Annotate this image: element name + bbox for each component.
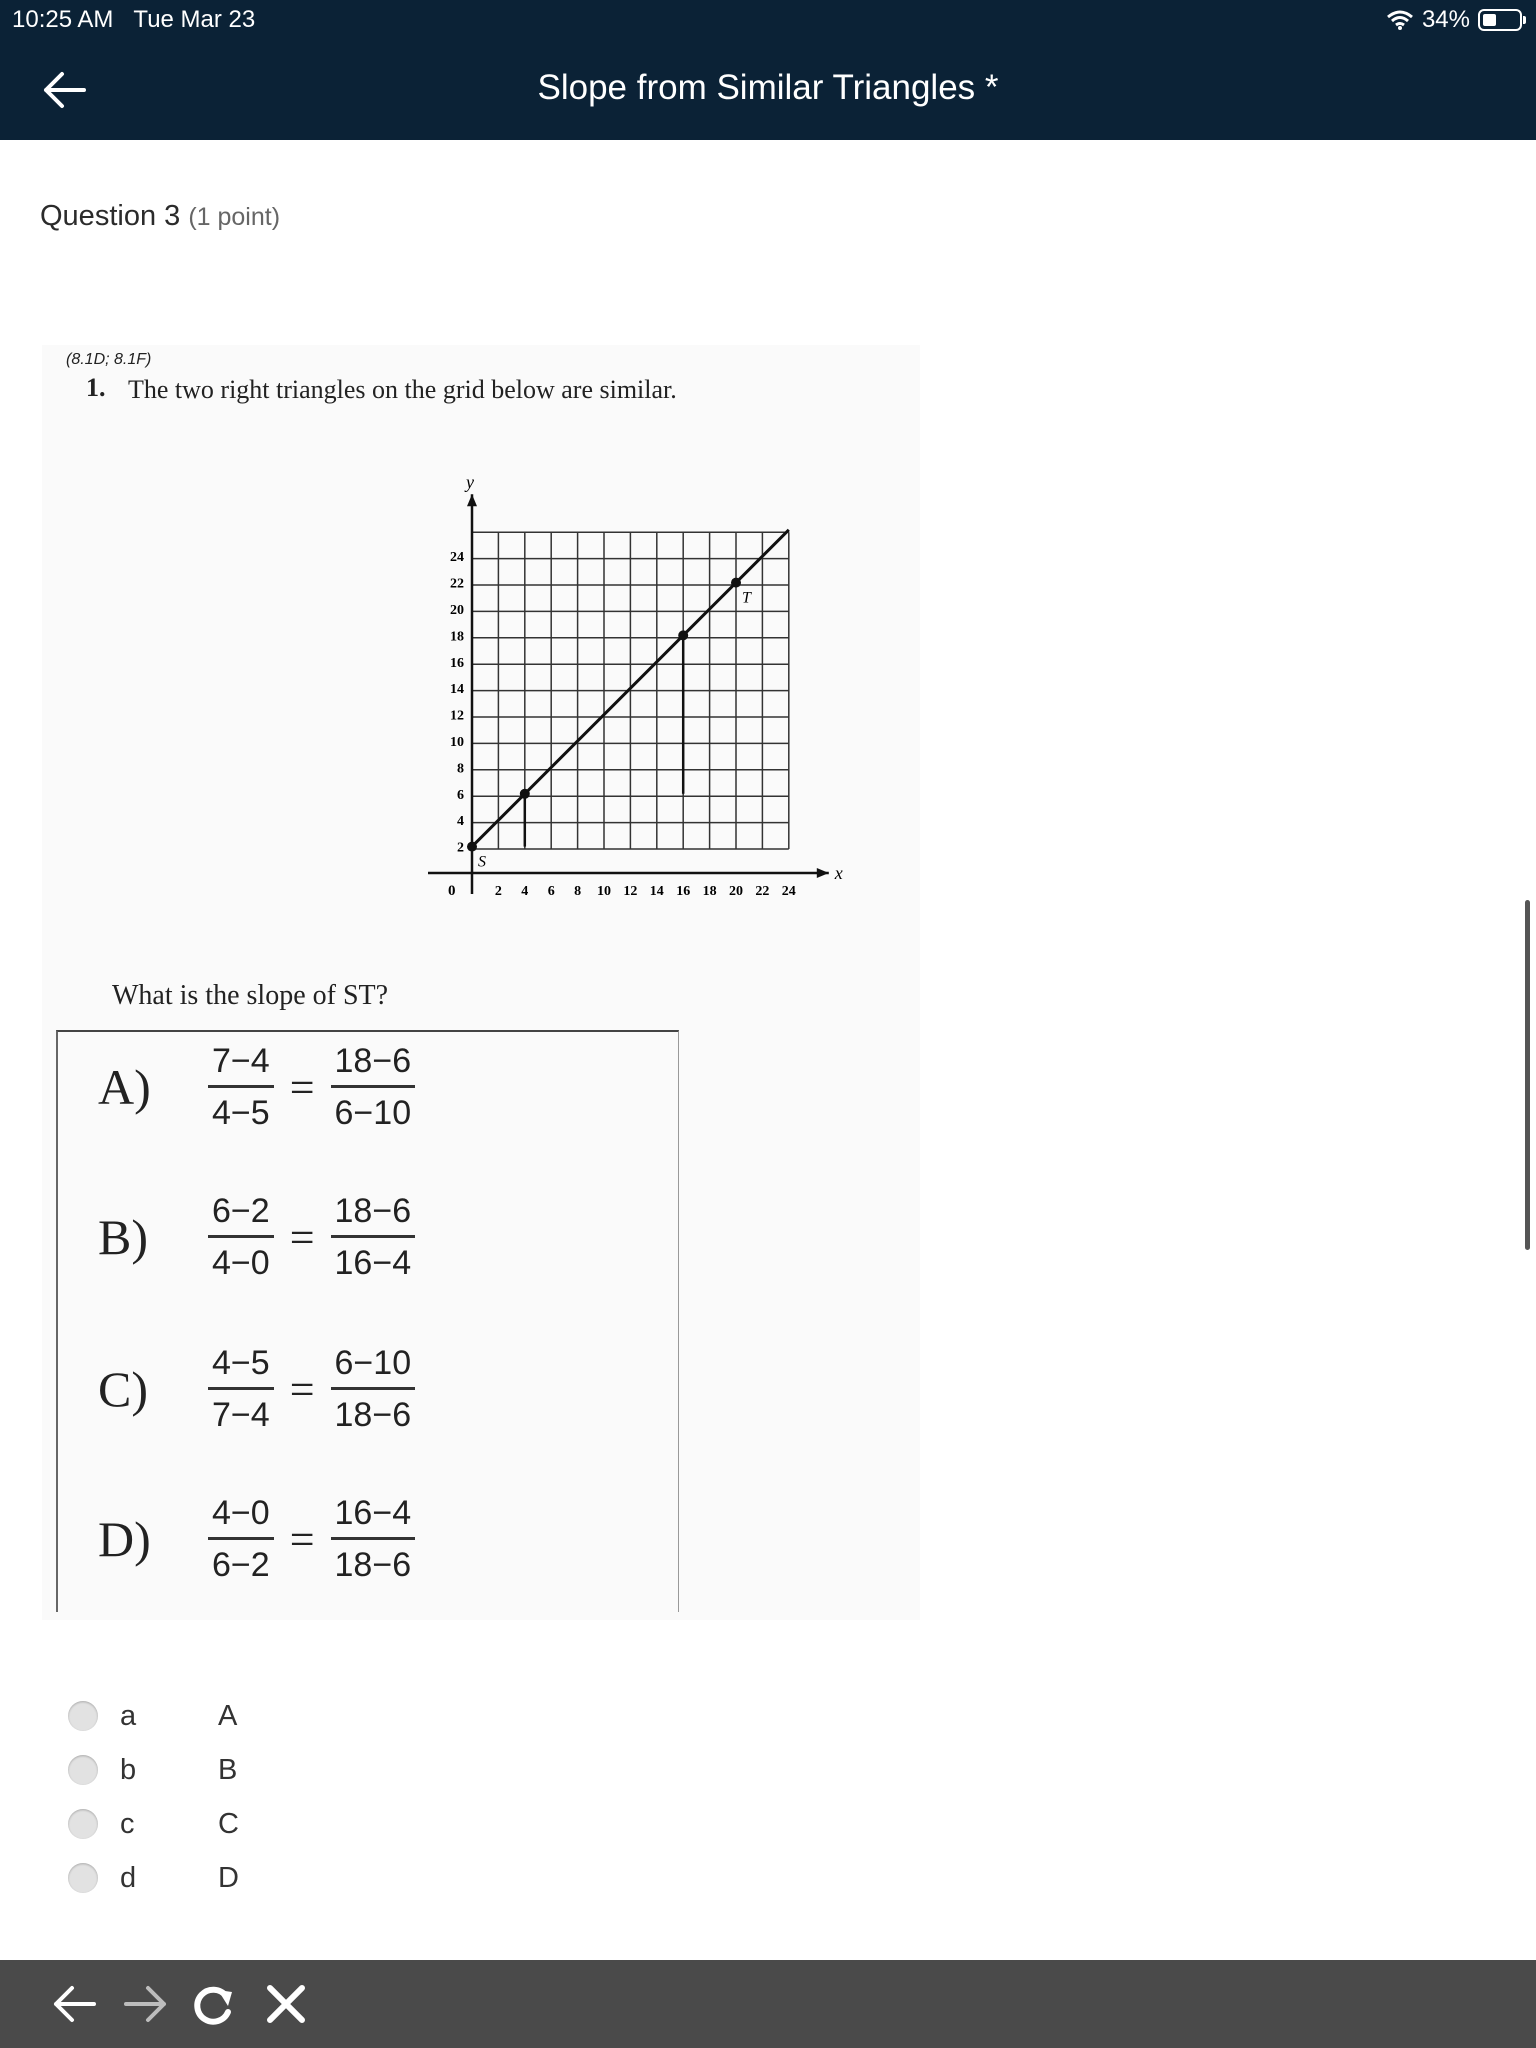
graph-point <box>467 842 477 852</box>
x-axis-arrow <box>817 868 829 878</box>
close-icon[interactable] <box>258 1976 314 2032</box>
y-axis-arrow <box>467 494 477 506</box>
x-tick-label: 16 <box>676 884 691 895</box>
fraction-left: $\frac{4-5}{7-4}$ <box>208 1344 274 1435</box>
choice-letter: A) <box>98 1059 151 1115</box>
y-tick-label: 2 <box>457 840 464 856</box>
equals-sign: = <box>289 1212 315 1262</box>
battery-icon <box>1478 9 1522 31</box>
choice-letter: C) <box>98 1361 148 1417</box>
fraction-right: $\frac{6-10}{18-6}$ <box>331 1344 416 1435</box>
option-key: d <box>120 1861 137 1894</box>
radio-button[interactable] <box>68 1809 98 1839</box>
option-key: b <box>120 1753 137 1786</box>
y-axis-label: y <box>466 475 474 493</box>
x-tick-label: 6 <box>547 884 555 895</box>
equals-sign: = <box>289 1514 315 1564</box>
wifi-icon <box>1386 9 1414 31</box>
radio-button[interactable] <box>68 1755 98 1785</box>
answer-option-d[interactable] <box>68 1856 239 1900</box>
top-bar <box>0 0 1536 140</box>
y-tick-label: 12 <box>450 708 464 724</box>
fraction-left: $\frac{7-4}{4-5}$ <box>208 1042 274 1133</box>
x-tick-label: 2 <box>494 884 502 895</box>
x-tick-label: 12 <box>623 884 638 895</box>
browser-bottom-bar <box>0 1960 1536 2048</box>
fraction-left: $\frac{4-0}{6-2}$ <box>208 1494 274 1585</box>
answer-option-b[interactable] <box>68 1748 238 1792</box>
choice-letter: D) <box>98 1511 151 1567</box>
radio-button[interactable] <box>68 1863 98 1893</box>
browser-forward-icon[interactable] <box>118 1976 174 2032</box>
browser-back-icon[interactable] <box>46 1976 102 2032</box>
equals-sign: = <box>289 1364 315 1414</box>
graph-point <box>678 630 688 640</box>
fraction-right: $\frac{18-6}{16-4}$ <box>331 1192 416 1283</box>
option-text: A <box>218 1699 238 1732</box>
question-label: Question 3 <box>40 200 181 232</box>
y-tick-label: 20 <box>450 603 464 618</box>
choice-letter: B) <box>98 1209 148 1265</box>
option-key: a <box>120 1699 137 1732</box>
status-indicators <box>1386 6 1522 34</box>
option-text: B <box>218 1753 238 1786</box>
choice-b <box>98 1192 415 1282</box>
origin-label: 0 <box>448 883 456 895</box>
option-text: D <box>218 1861 239 1894</box>
answer-option-a[interactable] <box>68 1694 238 1738</box>
radio-button[interactable] <box>68 1701 98 1731</box>
point-t-label: T <box>742 589 751 607</box>
y-tick-label: 22 <box>450 576 464 592</box>
y-tick-label: 6 <box>457 787 464 803</box>
x-tick-label: 22 <box>755 884 770 895</box>
option-key: c <box>120 1807 135 1840</box>
question-image <box>42 345 920 1620</box>
slope-question: What is the slope of ST? <box>112 980 389 1011</box>
scrollbar[interactable] <box>1525 900 1530 1250</box>
y-tick-label: 16 <box>450 655 464 671</box>
choice-a <box>98 1042 415 1132</box>
x-tick-label: 8 <box>574 884 582 895</box>
x-tick-label: 20 <box>729 884 743 895</box>
y-tick-label: 14 <box>450 682 464 698</box>
x-tick-label: 10 <box>597 884 611 895</box>
status-time: 10:25 AM Tue Mar 23 <box>12 6 256 33</box>
fraction-right: $\frac{18-6}{6-10}$ <box>331 1042 416 1133</box>
point-s-label: S <box>478 853 486 871</box>
fraction-left: $\frac{6-2}{4-0}$ <box>208 1192 274 1283</box>
fraction-right: $\frac{16-4}{18-6}$ <box>331 1494 416 1585</box>
graph-point <box>731 578 741 588</box>
x-tick-label: 18 <box>702 884 717 895</box>
y-tick-label: 18 <box>450 629 464 645</box>
option-text: C <box>218 1807 239 1840</box>
x-tick-label: 14 <box>649 884 664 895</box>
item-number: 1. <box>86 373 106 402</box>
question-header <box>40 200 280 233</box>
y-tick-label: 10 <box>450 735 464 750</box>
equals-sign: = <box>289 1062 315 1112</box>
battery-percent: 34% <box>1421 6 1470 33</box>
question-prompt: The two right triangles on the grid below are similar. <box>128 375 677 404</box>
graph-point <box>520 789 530 799</box>
choice-d <box>98 1494 415 1584</box>
x-tick-label: 4 <box>521 884 529 895</box>
choice-c <box>98 1344 415 1434</box>
x-axis-label: x <box>834 863 843 883</box>
standard-code: (8.1D; 8.1F) <box>66 351 152 368</box>
x-tick-label: 24 <box>781 884 796 895</box>
y-tick-label: 8 <box>457 761 464 777</box>
y-tick-label: 24 <box>450 550 464 566</box>
page-title: Slope from Similar Triangles * <box>537 68 999 107</box>
y-tick-label: 4 <box>457 814 464 830</box>
reload-icon[interactable] <box>186 1976 242 2032</box>
answer-option-c[interactable] <box>68 1802 239 1846</box>
choice-box <box>56 1030 679 1612</box>
question-points: (1 point) <box>188 203 281 231</box>
coordinate-graph <box>372 475 852 895</box>
